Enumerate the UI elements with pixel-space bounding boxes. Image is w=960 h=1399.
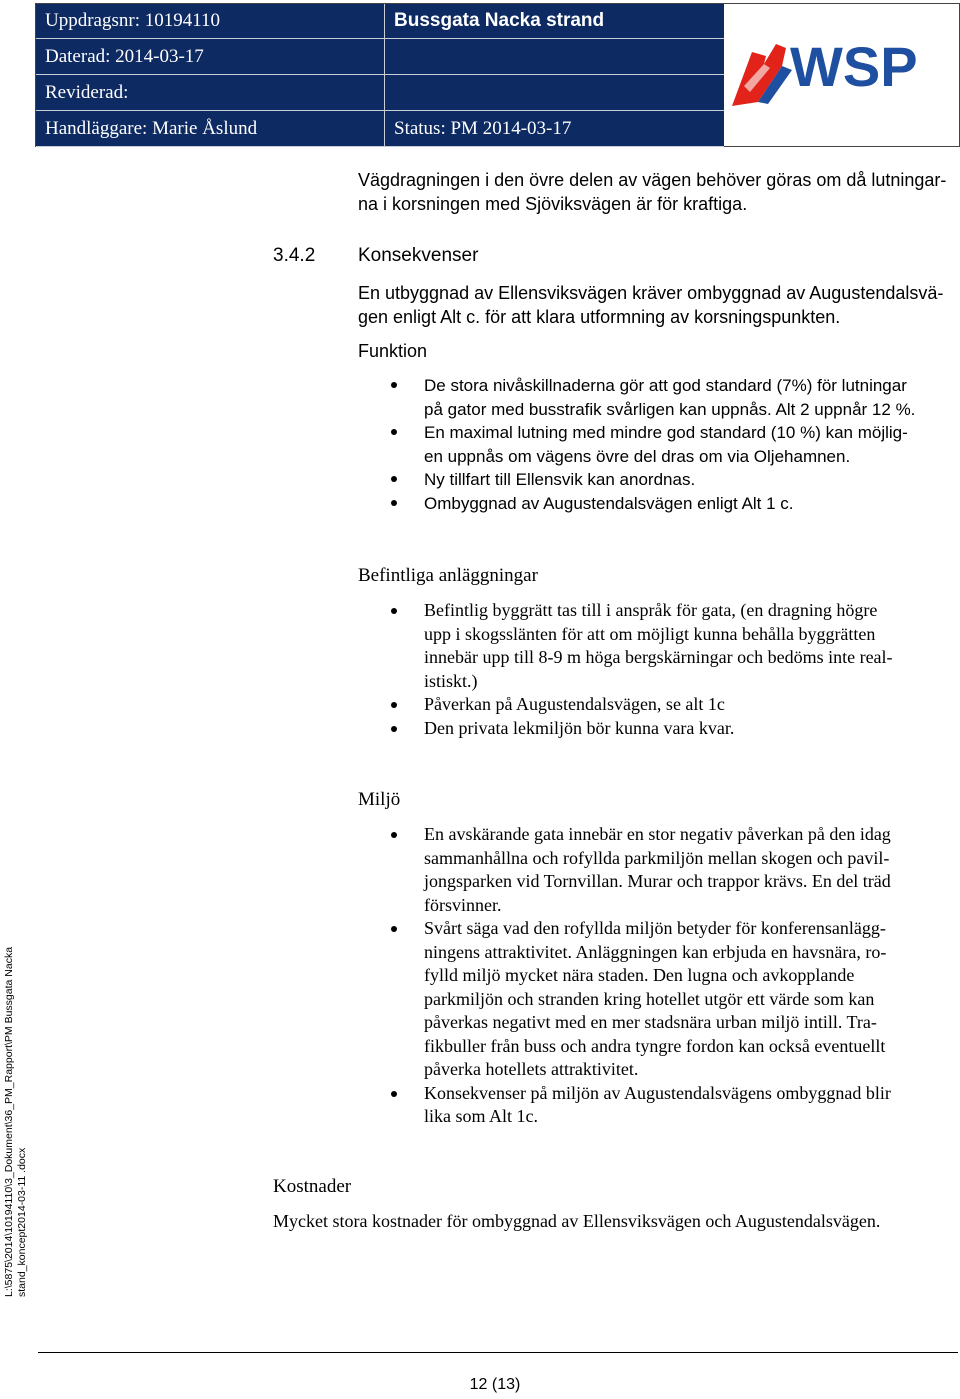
list-line: En avskärande gata innebär en stor negativ påverkan på den idag [424, 824, 891, 844]
file-path-line-2: stand_koncept2014-03-11 .docx [16, 1147, 28, 1297]
project-name: Bussgata Nacka strand [394, 10, 605, 31]
list-item [358, 492, 958, 516]
list-line: försvinner. [424, 894, 502, 915]
section-line-1: En utbyggnad av Ellensviksvägen kräver ombyggnad av Augustendalsvä- [358, 283, 944, 303]
miljo-list [358, 823, 958, 1129]
miljo-heading: Miljö [358, 789, 401, 810]
page-number: 12 (13) [469, 1376, 521, 1393]
handlaggare: Handläggare: Marie Åslund [45, 118, 258, 139]
header-row-1 [36, 4, 725, 39]
document-header [35, 3, 726, 147]
header-row-4 [36, 112, 725, 147]
list-line: Påverkan på Augustendalsvägen, se alt 1c [424, 694, 725, 714]
funktion-list [358, 374, 958, 515]
list-item [358, 374, 958, 421]
list-line: Befintlig byggrätt tas till i anspråk för gata, (en dragning högre [424, 600, 878, 620]
intro-line-2: na i korsningen med Sjöviksvägen är för kraftiga. [358, 193, 748, 214]
list-line: parkmiljön och stranden kring hotellet utgör ett värde som kan [424, 988, 875, 1009]
daterad: Daterad: 2014-03-17 [45, 46, 204, 67]
list-item [358, 468, 958, 492]
list-line: En maximal lutning med mindre god standard (10 %) kan möjlig- [424, 423, 908, 442]
list-line: Ombyggnad av Augustendalsvägen enligt Alt 1 c. [424, 493, 794, 513]
list-item [358, 1082, 958, 1129]
footer-divider [38, 1352, 958, 1353]
list-item [358, 421, 958, 468]
funktion-heading: Funktion [358, 341, 428, 361]
list-line: fylld miljö mycket nära staden. Den lugna och avkopplande [424, 965, 855, 985]
list-line: innebär upp till 8-9 m höga bergskärningar och bedöms inte real- [424, 647, 893, 667]
wsp-logo [724, 4, 959, 146]
uppdragsnr: Uppdragsnr: 10194110 [45, 10, 221, 31]
status: Status: PM 2014-03-17 [394, 118, 572, 139]
list-line: påverka hotellets attraktivitet. [424, 1059, 639, 1079]
intro-line-1: Vägdragningen i den övre delen av vägen behöver göras om då lutningar- [358, 170, 947, 190]
logo-box [724, 3, 960, 147]
section-title: Konsekvenser [358, 245, 479, 266]
file-path-margin [3, 897, 29, 1297]
list-line: Ny tillfart till Ellensvik kan anordnas. [424, 470, 696, 489]
kostnader-text: Mycket stora kostnader för ombyggnad av Ellensviksvägen och Augustendalsvägen. [273, 1211, 881, 1231]
header-row-3 [36, 76, 725, 111]
list-line: jongsparken vid Tornvillan. Murar och trappor krävs. En del träd [424, 871, 891, 891]
list-line: De stora nivåskillnaderna gör att god standard (7%) för lutningar [424, 376, 907, 395]
list-line: upp i skogsslänten för att om möjligt kunna behålla byggrätten [424, 623, 876, 644]
list-item [358, 717, 958, 741]
list-line: Svårt säga vad den rofyllda miljön betyder för konferensanlägg- [424, 918, 886, 938]
befintliga-list [358, 599, 958, 740]
header-divider [384, 4, 385, 146]
list-line: ningens attraktivitet. Anläggningen kan erbjuda en havsnära, ro- [424, 941, 887, 962]
list-item [358, 917, 958, 1082]
section-line-2: gen enligt Alt c. för att klara utformning av korsningspunkten. [358, 306, 841, 327]
list-line: en uppnås om vägens övre del dras om via Oljehamnen. [424, 446, 851, 466]
befintliga-heading: Befintliga anläggningar [358, 565, 538, 586]
list-line: istiskt.) [424, 670, 478, 691]
list-line: lika som Alt 1c. [424, 1106, 538, 1126]
file-path-line-1: L:\5875\2014\10194110\3_Dokument\36_PM_Rapport\PM Bussgata Nacka [3, 946, 15, 1297]
intro-paragraph [358, 169, 946, 216]
list-line: fikbuller från buss och andra tyngre fordon kan också eventuellt [424, 1035, 886, 1056]
list-line: på gator med busstrafik svårligen kan uppnås. Alt 2 uppnår 12 %. [424, 399, 916, 419]
list-line: påverkas negativt med en mer stadsnära urban miljö intill. Tra- [424, 1012, 877, 1032]
list-line: Konsekvenser på miljön av Augustendalsvägens ombyggnad blir [424, 1082, 891, 1103]
list-item [358, 823, 958, 917]
list-line: Den privata lekmiljön bör kunna vara kvar. [424, 717, 735, 738]
section-paragraph [358, 282, 943, 329]
logo-text: WSP [790, 35, 918, 98]
list-line: sammanhållna och rofyllda parkmiljön mellan skogen och pavil- [424, 847, 890, 868]
reviderad: Reviderad: [45, 82, 129, 103]
header-row-2 [36, 40, 725, 75]
kostnader-heading: Kostnader [273, 1176, 352, 1197]
section-number: 3.4.2 [273, 245, 316, 266]
list-item [358, 693, 958, 717]
list-item [358, 599, 958, 693]
